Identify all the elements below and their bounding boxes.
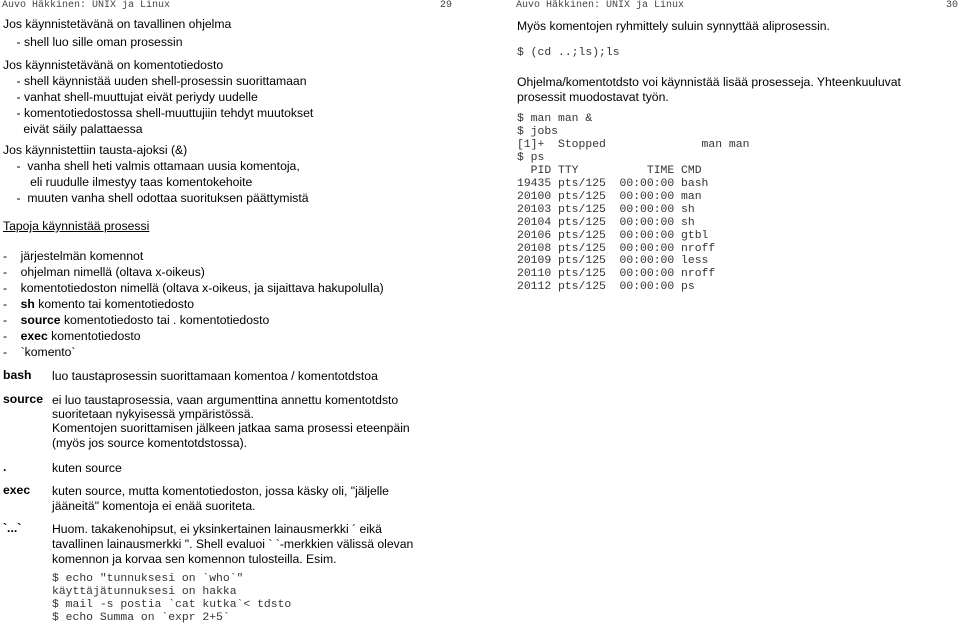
- way-item: - ohjelman nimellä (oltava x-oikeus): [3, 265, 205, 279]
- way-item: - exec komentotiedosto: [3, 329, 141, 343]
- paragraph: Myös komentojen ryhmittely suluin synnyttää aliprosessin.: [517, 19, 830, 33]
- section-heading: Tapoja käynnistää prosessi: [3, 219, 150, 233]
- terminal-line: 20106 pts/125 00:00:00 gtbl: [517, 229, 709, 242]
- right-page: [514, 0, 960, 624]
- def-term: source: [3, 392, 43, 406]
- terminal-line: 20104 pts/125 00:00:00 sh: [517, 216, 695, 229]
- def-line: komennon ja korvaa sen komennon tulosteilla. Esim.: [52, 552, 337, 566]
- def-line: Huom. takakenohipsut, ei yksinkertainen lainausmerkki ´ eikä: [52, 522, 382, 536]
- left-page: [0, 0, 470, 624]
- block2-line: - komentotiedostossa shell-muuttujiin tehdyt muutokset: [3, 106, 314, 120]
- block1-line: - shell luo sille oman prosessin: [3, 35, 183, 49]
- def-line: tavallinen lainausmerkki ". Shell evaluoi ` `-merkkien välissä olevan: [52, 537, 414, 551]
- def-line: jääneitä" komentoja ei enää suoriteta.: [52, 499, 256, 513]
- terminal-line: $ jobs: [517, 125, 559, 138]
- right-page-number: 30: [945, 0, 958, 11]
- example-code-line: $ mail -s postia `cat kutka`< tdsto: [52, 599, 292, 611]
- def-line: suoritetaan nykyisessä ympäristössä.: [52, 407, 254, 421]
- block2-line: Jos käynnistetävänä on komentotiedosto: [3, 58, 224, 72]
- block3-line: - muuten vanha shell odottaa suorituksen päättymistä: [3, 191, 309, 205]
- terminal-line: $ ps: [517, 151, 545, 164]
- def-line: kuten source: [52, 461, 122, 475]
- def-term: exec: [3, 483, 31, 497]
- terminal-line: 20108 pts/125 00:00:00 nroff: [517, 242, 716, 255]
- block3-line: eli ruudulle ilmestyy taas komentokehoite: [3, 175, 253, 189]
- way-item: - `komento`: [3, 345, 76, 359]
- def-term: .: [3, 460, 7, 474]
- def-line: kuten source, mutta komentotiedoston, jossa käsky oli, "jäljelle: [52, 484, 389, 498]
- terminal-line: 20103 pts/125 00:00:00 sh: [517, 203, 695, 216]
- def-line: Komentojen suorittamisen jälkeen jatkaa sama prosessi eteenpäin: [52, 421, 410, 435]
- way-item: - järjestelmän komennot: [3, 249, 144, 263]
- left-header-title: Auvo Häkkinen: UNIX ja Linux: [2, 0, 171, 11]
- def-line: luo taustaprosessin suorittamaan komentoa / komentotdstoa: [52, 369, 378, 383]
- def-line: ei luo taustaprosessia, vaan argumenttina annettu komentotdsto: [52, 393, 399, 407]
- example-code-line: käyttäjätunnuksesi on hakka: [52, 586, 237, 598]
- def-term: `...`: [3, 521, 22, 535]
- terminal-line: 20100 pts/125 00:00:00 man: [517, 190, 702, 203]
- block2-line: eivät säily palattaessa: [3, 122, 143, 136]
- right-header-title: Auvo Häkkinen: UNIX ja Linux: [516, 0, 685, 11]
- block1-line: Jos käynnistetävänä on tavallinen ohjelma: [3, 17, 232, 31]
- terminal-line: PID TTY TIME CMD: [517, 164, 702, 177]
- block3-line: Jos käynnistettiin tausta-ajoksi (&): [3, 143, 188, 157]
- paragraph-line: prosessit muodostavat työn.: [517, 90, 669, 104]
- def-term: bash: [3, 368, 32, 382]
- way-item: - source komentotiedosto tai . komentotiedosto: [3, 313, 270, 327]
- terminal-line: 20112 pts/125 00:00:00 ps: [517, 281, 695, 294]
- paragraph-line: Ohjelma/komentotdsto voi käynnistää lisää prosesseja. Yhteenkuuluvat: [517, 75, 901, 89]
- way-item: - sh komento tai komentotiedosto: [3, 297, 195, 311]
- block2-line: - vanhat shell-muuttujat eivät periydy uudelle: [3, 90, 258, 104]
- example-code-line: $ echo Summa on `expr 2+5`: [52, 612, 230, 624]
- code-line: $ (cd ..;ls);ls: [517, 47, 620, 59]
- terminal-line: 20110 pts/125 00:00:00 nroff: [517, 268, 716, 281]
- block2-line: - shell käynnistää uuden shell-prosessin suorittamaan: [3, 74, 307, 88]
- terminal-line: 20109 pts/125 00:00:00 less: [517, 255, 709, 268]
- terminal-line: $ man man &: [517, 113, 593, 125]
- way-item: - komentotiedoston nimellä (oltava x-oikeus, ja sijaittava hakupolulla): [3, 281, 384, 295]
- terminal-line: [1]+ Stopped man man: [517, 138, 750, 151]
- terminal-line: 19435 pts/125 00:00:00 bash: [517, 177, 709, 190]
- block3-line: - vanha shell heti valmis ottamaan uusia komentoja,: [3, 159, 300, 173]
- left-page-number: 29: [439, 0, 452, 11]
- example-code-line: $ echo "tunnuksesi on `who`": [52, 573, 244, 585]
- def-line: (myös jos source komentotdstossa).: [52, 436, 248, 450]
